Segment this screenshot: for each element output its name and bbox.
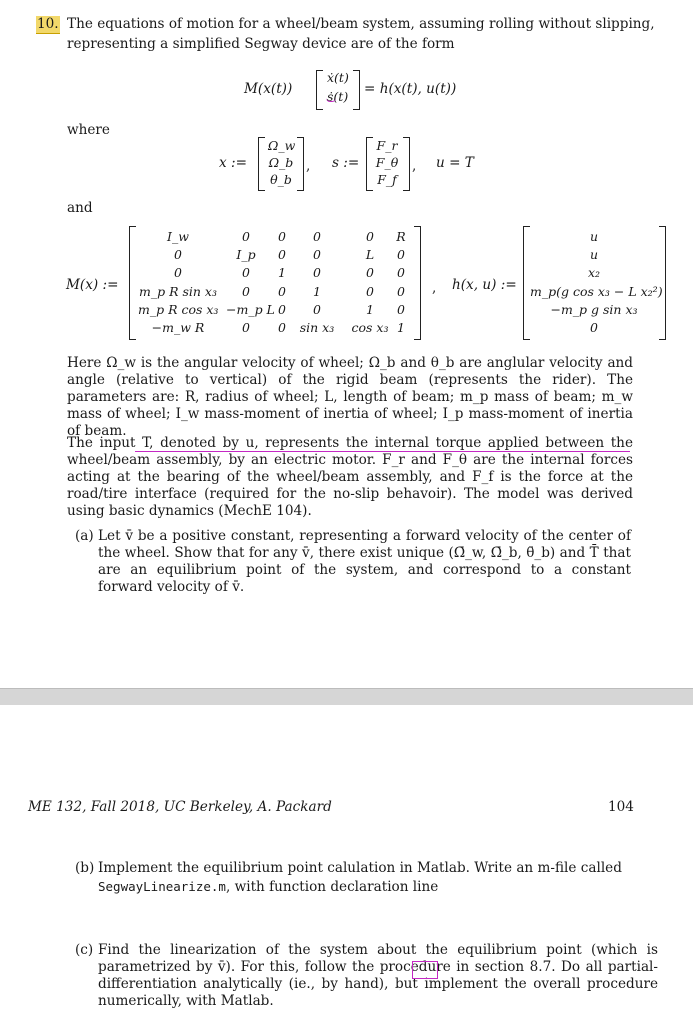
page-upper: 10. The equations of motion for a wheel/beam system, assuming rolling without slipping, representing a simplified Segway device are of the form M(x(t)) ẋ(t) ṡ(t) = h(x(t), u(t)) where x := Ω_w Ω_b θ_b , s := F_r F_θ F_f , u = T and M(x) := I_w 0 0 0 0 R 0 I_p 0 0 L 0 0 0 1 0 0 0 m_p R sin x₃ 0 0 1 0 0 m_p R cos x₃ −m_p L 0 0 1 0 −m_w R 0 0 sin x₃ cos x₃ 1 , h(x, u) := u u x₂ m_p(g cos x₃ − L x₂²) −m_p g sin x₃ 0 Here Ω_w is the angular velocity of wheel; Ω_b and θ_b are anglular velocity and angle (relative to vertical) of the rigid beam (represents the rider). The parameters are: R, radius of wheel; L, length of beam; m_p mass of beam; m_w mass of wheel; I_w mass-moment of inertia of wheel; I_p mass-moment of inertia of beam. The input T, denoted by u, represents the internal torque applied between the wheel/beam assembly, by an electric motor. F_r and F_θ are the internal forces acting at the bearing of the wheel/beam assembly, and F_f is the force at the road/tire interface (required for the no-slip behavoir). The model was derived using basic dynamics (MechE 104). (a) Let v̄ be a positive constant, representing a forward velocity of the center of the wheel. Show that for any v̄, there exist unique (Ω̄_w, Ω̄_b, θ̄_b) and T̄ that are an equilibrium point of the system, and correspond to a constant forward velocity of v̄. [0, 0, 693, 688]
M-cell-r0-c0: I_w [167, 229, 189, 244]
handwritten-box-annotation [412, 961, 438, 979]
handwritten-correction-mark [326, 93, 336, 102]
page-lower [0, 705, 693, 1024]
x-vec-1: Ω_b [268, 155, 294, 170]
h-label: h(x, u) := [452, 277, 517, 293]
where-label: where [67, 122, 110, 138]
M-cell-r5-c2: 0 [278, 320, 286, 335]
M-cell-r2-c0: 0 [174, 265, 182, 280]
M-cell-r0-c2: 0 [278, 229, 286, 244]
s-vec-bracket-right [403, 137, 410, 191]
part-a-label: (a) [75, 528, 94, 544]
M-cell-r2-c2: 1 [278, 265, 286, 280]
part-b-text-post: , with function declaration line [225, 879, 439, 895]
part-b-filename: SegwayLinearize.m [98, 879, 226, 894]
M-cell-r3-c2: 0 [278, 284, 286, 299]
x-def-label: x := [219, 155, 247, 171]
intro-line-2: representing a simplified Segway device are of the form [67, 36, 455, 52]
M-cell-r3-c0: m_p R sin x₃ [139, 284, 217, 299]
x-vec-0: Ω_w [268, 138, 296, 153]
M-cell-r3-c3: 1 [313, 284, 321, 299]
M-cell-r4-c4: 1 [366, 302, 374, 317]
part-a-text: Let v̄ be a positive constant, representing a forward velocity of the center of the wheel. Show that for any v̄, there exist unique (Ω̄_w, Ω̄_b, θ̄_b) and T̄ that are an equilibrium point of the system, and correspond to a constant forward velocity of v̄. [98, 528, 631, 595]
s-def-label: s := [332, 155, 360, 171]
M-cell-r1-c3: 0 [313, 247, 321, 262]
part-b-label: (b) [75, 860, 95, 876]
s-vec-0: F_r [376, 138, 398, 153]
M-cell-r5-c4: cos x₃ [351, 320, 389, 335]
M-cell-r3-c4: 0 [366, 284, 374, 299]
M-cell-r4-c2: 0 [278, 302, 286, 317]
part-c-text: Find the linearization of the system about the equilibrium point (which is parametrized by v̄). For this, follow the procedure in section 8.7. Do all partial-differentiation analytically (ie., by hand), but implement the overall procedure numerically, with Matlab. [98, 942, 658, 1009]
M-cell-r1-c0: 0 [174, 247, 182, 262]
M-cell-r4-c1: −m_p L [226, 302, 275, 317]
x-vec-2: θ_b [270, 172, 292, 187]
footer-page-number: 104 [608, 799, 634, 815]
M-cell-r5-c0: −m_w R [151, 320, 205, 335]
h-cell-2: x₂ [587, 265, 601, 280]
paragraph-input: The input T, denoted by u, represents the internal torque applied between the wheel/beam assembly, by an electric motor. F_r and F_θ are the internal forces acting at the bearing of the wheel/beam assembly, and F_f is the force at the road/tire interface (required for the no-slip behavoir). The model was derived using basic dynamics (MechE 104). [67, 435, 633, 519]
eq-vec-bracket-right [353, 70, 360, 110]
s-vec-bracket-left [366, 137, 373, 191]
eq-main-right: = h(x(t), u(t)) [364, 81, 457, 97]
part-b-line-2 [98, 878, 438, 896]
M-cell-r0-c1: 0 [242, 229, 250, 244]
h-cell-4: −m_p g sin x₃ [550, 302, 638, 317]
M-cell-r5-c5: 1 [397, 320, 405, 335]
x-vec-bracket-left [258, 137, 265, 191]
intro-line-1: The equations of motion for a wheel/beam system, assuming rolling without slipping, [67, 16, 655, 32]
M-cell-r2-c1: 0 [242, 265, 250, 280]
M-cell-r5-c3: sin x₃ [299, 320, 335, 335]
M-cell-r1-c2: 0 [278, 247, 286, 262]
M-cell-r0-c3: 0 [313, 229, 321, 244]
x-vec-bracket-right [297, 137, 304, 191]
M-cell-r1-c1: I_p [236, 247, 256, 262]
page-break-divider [0, 688, 693, 706]
M-cell-r4-c3: 0 [313, 302, 321, 317]
M-cell-r0-c4: 0 [366, 229, 374, 244]
paragraph-variables: Here Ω_w is the angular velocity of wheel; Ω_b and θ_b are anglular velocity and angle (relative to vertical) of the rigid beam (represents the rider). The parameters are: R, radius of wheel; L, length of beam; m_p mass of beam; m_w mass of wheel; I_w mass-moment of inertia of wheel; I_p mass-moment of inertia of beam. [67, 355, 633, 439]
s-vec-1: F_θ [375, 155, 399, 170]
handwritten-underline [135, 451, 630, 452]
h-cell-0: u [589, 229, 599, 244]
h-bracket-right [659, 226, 666, 340]
footer-course: ME 132, Fall 2018, UC Berkeley, A. Packard [28, 799, 332, 815]
h-cell-1: u [589, 247, 599, 262]
problem-number: 10. [37, 16, 59, 32]
eq-vec-bracket-left [316, 70, 323, 110]
M-cell-r0-c5: R [396, 229, 406, 244]
eq-main-left: M(x(t)) [244, 81, 293, 97]
h-bracket-left [523, 226, 530, 340]
eq-vec-top: ẋ(t) [327, 70, 349, 85]
M-bracket-left [129, 226, 136, 340]
M-label: M(x) := [66, 277, 119, 293]
M-bracket-right [414, 226, 421, 340]
eq-vec-bottom: ṡ(t) [327, 89, 349, 104]
M-cell-r2-c5: 0 [397, 265, 405, 280]
M-cell-r5-c1: 0 [242, 320, 250, 335]
M-cell-r2-c3: 0 [313, 265, 321, 280]
M-cell-r4-c0: m_p R cos x₃ [138, 302, 219, 317]
M-cell-r3-c5: 0 [397, 284, 405, 299]
part-c-label: (c) [75, 942, 94, 958]
and-label: and [67, 200, 93, 216]
u-def: u = T [436, 155, 474, 171]
M-cell-r1-c4: L [365, 247, 375, 262]
M-cell-r4-c5: 0 [397, 302, 405, 317]
part-b-text: Implement the equilibrium point calulation in Matlab. Write an m-file called [98, 860, 622, 876]
s-vec-2: F_f [377, 172, 397, 187]
M-cell-r2-c4: 0 [366, 265, 374, 280]
h-cell-3: m_p(g cos x₃ − L x₂²) [530, 284, 663, 299]
M-cell-r1-c5: 0 [397, 247, 405, 262]
h-cell-5: 0 [590, 320, 598, 335]
M-cell-r3-c1: 0 [242, 284, 250, 299]
